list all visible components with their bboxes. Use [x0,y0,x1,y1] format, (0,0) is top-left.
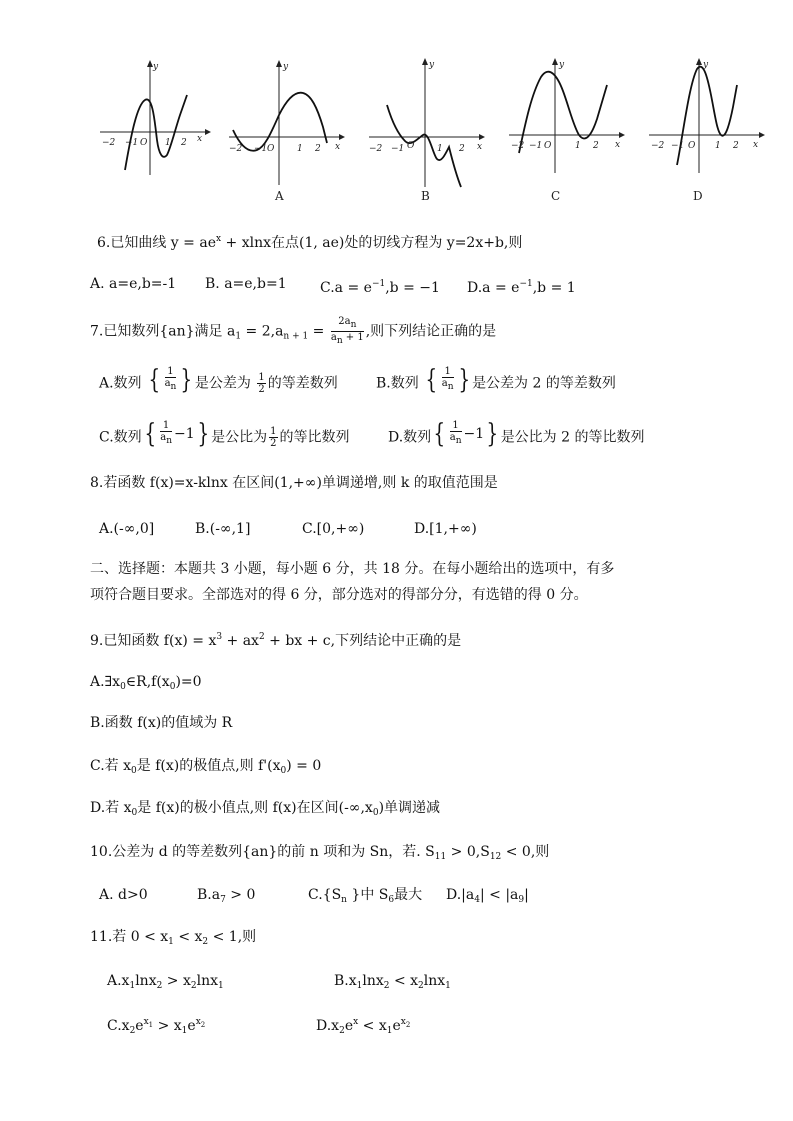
q11a-s1: 1 [129,981,136,991]
q9-option-c[interactable] [90,757,321,780]
q11-stem-c: < 1,则 [208,929,257,945]
den-n: n [166,436,172,446]
q9c-c: ) = 0 [286,758,322,774]
q11d-b: e [344,1018,354,1034]
y-axis-arrow [552,58,558,65]
tick-2: 2 [733,141,739,151]
q6-option-c-end: ,b = −1 [385,280,440,296]
q11c-b: e [135,1018,144,1034]
den-a: a [441,378,448,389]
q9d-a: D.若 x [90,800,132,816]
q7b-pre: B.数列 [376,375,419,392]
tick-minus2: −2 [102,138,116,148]
q11c-p2s: 2 [200,1021,206,1029]
tick-minus2: −2 [369,144,383,154]
tick-minus1: −1 [671,141,685,151]
q7d-post: 是公比为 2 的等比数列 [500,429,645,446]
q11d-p2s: 2 [405,1021,411,1029]
y-label: y [283,62,289,72]
tick-minus1: −1 [254,144,268,154]
q6-option-b-text: B. a=e,b=1 [205,276,287,292]
x-label: x [335,142,341,152]
option-c-svg [507,55,637,205]
q6-stem-sup: x [215,234,222,244]
x-axis-arrow [619,132,625,138]
frac-den [160,432,172,447]
den-n: n [170,382,177,392]
caption-d: D [693,189,703,203]
q10d-c: | [524,887,529,903]
option-d-svg [647,55,777,205]
q10d-b: | < |a [479,887,519,903]
q7-stem-d: ,则下列结论正确的是 [365,323,497,340]
y-label: y [703,60,709,70]
x-label: x [753,140,759,150]
tick-1: 1 [575,141,581,151]
q9-stem-a: 9.已知函数 f(x) = x [90,633,217,649]
q9-stem [90,628,461,650]
q6-option-b[interactable] [205,275,287,293]
tick-minus2: −2 [229,144,243,154]
q11b-b: lnx [362,973,384,989]
q11b-s1: 1 [356,981,363,991]
q6-option-a-text: A. a=e,b=-1 [90,276,177,292]
q11a-s2: 2 [156,981,163,991]
x-label: x [197,134,203,144]
q11b-s2: 2 [383,981,390,991]
tick-minus1: −1 [391,144,405,154]
q10-option-d[interactable] [446,886,529,909]
half-num: 1 [270,426,277,437]
q7-option-b[interactable] [376,366,616,393]
q11a-b: lnx [135,973,157,989]
left-brace: { [425,364,438,395]
origin-label: O [267,144,275,154]
q10-sub12: 12 [489,852,502,862]
q7-stem-sub2: n + 1 [283,331,309,342]
left-brace: { [144,418,156,449]
q11a-c: > x [162,973,191,989]
q9d-sub: 0 [131,808,138,818]
q7-stem-fraction [331,316,364,347]
q10b-b: > 0 [225,887,256,903]
q9d-c: )单调递减 [378,800,441,816]
option-a-svg [227,55,357,205]
option-c-graph[interactable] [507,55,637,205]
q9a-c: )=0 [175,674,202,690]
fraction-denominator [331,332,364,347]
q11d-a: D.x [316,1018,340,1034]
q7a-post: 的等差数列 [267,375,338,392]
q11-stem [90,928,256,951]
right-brace: } [180,364,193,395]
q9d-b: 是 f(x)的极小值点,则 f(x)在区间(-∞,x [137,800,373,816]
q8-option-b[interactable] [195,520,250,538]
q8-option-c-text: C.[0,+∞) [302,521,365,537]
tick-1: 1 [715,141,721,151]
y-label: y [429,60,435,70]
tick-1: 1 [165,138,171,148]
q6-stem-text2: + xlnx在点(1, ae)处的切线方程为 y=2x+b,则 [221,235,523,251]
num-text: 2a [338,316,351,327]
x-axis-arrow [339,134,345,140]
q9a-sub2: 0 [169,682,176,692]
q11c-a: C.x [107,1018,130,1034]
tick-2: 2 [315,144,321,154]
q11-stem-b: < x [173,929,203,945]
q11d-d: e [392,1018,401,1034]
q7c-mid: 是公比为 [211,429,268,446]
section2-line1-text: 二、选择题：本题共 3 小题，每小题 6 分，共 18 分。在每小题给出的选项中，有多 [90,561,615,577]
caption-b: B [421,189,430,203]
q7a-half [257,372,265,395]
derivative-graph-svg [95,55,225,205]
q8-option-a[interactable] [99,520,154,538]
q10-option-c[interactable] [308,886,422,909]
y-label: y [559,60,565,70]
q8-option-d[interactable] [414,520,477,538]
q9-stem-b: + ax [222,633,259,649]
origin-label: O [140,138,148,148]
q11-option-a[interactable] [107,972,224,995]
option-a-graph[interactable] [227,55,357,205]
q11b-a: B.x [334,973,357,989]
den-n: n [447,382,454,392]
q9b-text: B.函数 f(x)的值域为 R [90,715,233,731]
q8-option-c[interactable] [302,520,364,538]
q7-option-c[interactable] [99,420,350,449]
right-brace: } [486,418,499,449]
q6-option-c[interactable] [320,275,440,297]
x-axis-arrow [205,129,211,135]
den-a: a [160,432,167,443]
y-axis-arrow [422,58,428,65]
q10b-a: B.a [197,887,221,903]
num-sub: n [350,320,357,330]
q7a-mid: 是公差为 [194,375,251,392]
q10d-a: D.|a [446,887,475,903]
den-text: a [330,332,337,343]
q11b-c: < x [389,973,419,989]
q9-stem-c: + bx + c,下列结论中正确的是 [264,633,462,649]
q7b-seq [423,366,472,393]
q9a-b: ∈R,f(x [125,674,170,690]
q7c-pre: C.数列 [99,429,142,446]
q7-stem-a: 7.已知数列{an}满足 a [90,323,236,340]
q6-option-d-sup: −1 [519,279,533,289]
q11d-s2: 1 [386,1026,393,1036]
q10-stem-c: < 0,则 [501,844,550,860]
tick-1: 1 [437,144,443,154]
q9c-a: C.若 x [90,758,132,774]
den-a: a [164,378,171,389]
minus-one: −1 [463,425,485,442]
q9c-sub2: 0 [280,766,287,776]
x-axis-arrow [759,132,765,138]
q7a-seq [146,366,195,393]
tick-2: 2 [181,138,187,148]
q7c-frac [160,420,172,447]
q11a-s3: 2 [190,981,197,991]
q6-option-d[interactable] [467,275,576,297]
x-label: x [615,140,621,150]
x-label: x [477,142,483,152]
section2-line1 [90,560,614,578]
q7a-frac [165,366,177,393]
option-d-graph[interactable] [647,55,777,205]
q10c-a: C.{S [308,887,342,903]
frac-num: 1 [160,420,172,432]
derivative-graph [95,55,225,205]
den-a: a [449,432,456,443]
q8-option-b-text: B.(-∞,1] [195,521,251,537]
q9-sup2: 2 [258,632,265,642]
frac-num: 1 [442,366,454,378]
q11a-s4: 1 [217,981,224,991]
frac-num: 1 [165,366,177,378]
q11-option-d[interactable] [316,1013,410,1040]
q11b-s4: 1 [445,981,451,991]
q6-option-c-text: C.a = e [320,280,372,296]
half-den: 2 [258,384,265,395]
tick-1: 1 [297,144,303,154]
q11c-exp2 [196,1017,206,1027]
q7d-pre: D.数列 [388,429,432,446]
q10d-sub2: 9 [518,895,525,905]
q11d-p2: x [400,1017,406,1027]
q9a-a: A.∃x [90,674,121,690]
q7a-pre: A.数列 [99,375,142,392]
curve-d [677,67,737,165]
q10c-sub2: 6 [388,895,395,905]
q11c-p1: x [143,1017,149,1027]
q7d-seq [431,420,501,447]
q10-sub11: 11 [434,852,447,862]
q8-option-a-text: A.(-∞,0] [99,521,155,537]
origin-label: O [407,141,415,151]
option-b-graph[interactable] [367,55,497,205]
den-sub: n [336,336,343,346]
q11c-s1: 2 [129,1026,136,1036]
q11-sub2: 2 [202,937,209,947]
q10c-c: 最大 [394,887,423,903]
frac-num: 1 [450,420,462,432]
tick-minus1: −1 [529,141,543,151]
q10-option-a[interactable] [99,886,148,904]
q7b-frac [442,366,454,393]
q6-option-d-text: D.a = e [467,280,520,296]
tick-2: 2 [459,144,465,154]
q7c-half [269,426,277,449]
q11a-d: lnx [196,973,218,989]
q6-option-a[interactable] [90,275,176,293]
q11c-c: > x [153,1018,182,1034]
q7b-post: 是公差为 2 的等差数列 [472,375,616,392]
minus-one: −1 [173,425,195,442]
half-num: 1 [258,372,265,383]
frac-den [442,378,454,393]
q9c-b: 是 f(x)的极值点,则 f'(x [136,758,281,774]
q11c-p2: x [195,1017,201,1027]
y-axis-arrow [276,60,282,67]
q6-option-d-end: ,b = 1 [532,280,576,296]
q10c-b: }中 S [346,887,389,903]
section2-line2-text: 项符合题目要求。全部选对的得 6 分，部分选对的得部分分，有选错的得 0 分。 [90,587,588,603]
q11-option-c[interactable] [107,1013,205,1040]
origin-label: O [544,141,552,151]
q9d-sub2: 0 [372,808,379,818]
left-brace: { [433,418,446,449]
q7-stem-c: = [308,323,329,340]
right-brace: } [197,418,209,449]
q7-stem-sub1: 1 [235,331,242,342]
q10d-sub: 4 [474,895,480,905]
curve-a [233,93,327,151]
q11c-s2: 1 [181,1026,188,1036]
q11-option-b[interactable] [334,972,451,995]
q11b-s3: 2 [418,981,424,991]
q8-stem [90,474,498,492]
q9-sup3: 3 [216,632,223,642]
tick-minus2: −2 [651,141,665,151]
q11c-exp1 [144,1017,154,1027]
q10b-sub: 7 [220,895,226,905]
q6-option-c-sup: −1 [371,279,386,289]
q9-option-a[interactable] [90,673,202,696]
q10-option-b[interactable] [197,886,255,909]
q7d-frac [450,420,462,447]
q6-stem [97,230,522,252]
half-den: 2 [270,438,277,449]
q10-stem-b: > 0,S [446,844,490,860]
q11c-p1s: 1 [148,1021,154,1029]
tick-2: 2 [593,141,599,151]
q11-sub1: 1 [168,937,174,947]
frac-den [450,432,462,447]
den-n: n [455,436,462,446]
q7c-seq [142,420,212,447]
q10c-sub: n [341,895,347,905]
q7-stem [90,316,496,347]
q7-stem-b: = 2,a [241,323,284,340]
q9c-sub: 0 [131,766,137,776]
q11c-d: e [187,1018,196,1034]
q6-stem-text: 6.已知曲线 y = ae [97,235,216,251]
origin-label: O [688,141,696,151]
left-brace: { [148,364,161,395]
right-brace: } [457,364,470,395]
q11a-a: A.x [107,973,130,989]
caption-a: A [275,189,284,203]
q11d-exp2 [401,1017,411,1027]
x-axis-arrow [479,134,485,140]
q11-stem-a: 11.若 0 < x [90,929,169,945]
den-end: + 1 [342,332,364,343]
frac-den [165,378,177,393]
tick-minus1: −1 [125,138,139,148]
fraction-numerator [331,316,364,332]
q9-option-d[interactable] [90,799,440,822]
q8-stem-text: 8.若函数 f(x)=x-klnx 在区间(1,+∞)单调递增,则 k 的取值范围是 [90,475,498,491]
q10-stem [90,843,549,866]
q7c-post: 的等比数列 [279,429,350,446]
tick-minus2: −2 [511,141,525,151]
q11d-p1: x [353,1017,359,1027]
q10a-text: A. d>0 [99,887,148,903]
y-label: y [153,62,159,72]
caption-c: C [551,189,561,203]
q11b-d: lnx [423,973,446,989]
y-axis-arrow [696,58,702,65]
q9-option-b[interactable] [90,714,232,732]
q8-option-d-text: D.[1,+∞) [414,521,477,537]
option-b-svg [367,55,497,205]
graphs-row [95,55,775,205]
q10-stem-a: 10.公差为 d 的等差数列{an}的前 n 项和为 Sn，若. S [90,844,435,860]
q7-option-d[interactable] [388,420,645,447]
q11d-s1: 2 [339,1026,345,1036]
q7-option-a[interactable] [99,366,338,395]
q11d-c: < x [358,1018,387,1034]
section2-line2 [90,586,588,604]
q9a-sub: 0 [120,682,126,692]
